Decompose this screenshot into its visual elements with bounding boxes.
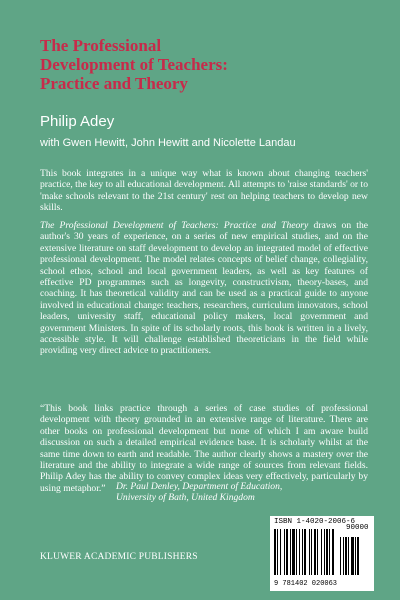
- barcode-icon: [274, 529, 370, 581]
- blurb-book-title: The Professional Development of Teachers: Practice and Theory: [40, 220, 309, 231]
- blurb-paragraph-2-text: draws on the author's 30 years of experience, on a series of new empirical studies, and on the extensive literature on staff development to develop an integrated model of effective professional development. The model relates concepts of belief change, collegiality, school ethos, school and local government leaders, as well as key features of effective PD programmes such as longevity, constructivism, theory-bases, and coaching. It has theoretical validity and can be used as a practical guide to anyone involved in educational change: teachers, researchers, curriculum innovators, school leaders, university staff, educational policy makers, local government and government Ministers. In spite of its scholarly roots, this book is written in a lively, accessible style. It will challenge established theoreticians in the field while providing very direct advice to practitioners.: [40, 220, 369, 357]
- publisher-name: KLUWER ACADEMIC PUBLISHERS: [40, 552, 198, 562]
- barcode-number: 9 781402 020063: [274, 580, 338, 588]
- book-title: The Professional Development of Teachers: Practice and Theory: [40, 36, 228, 93]
- quote-attribution-place: University of Bath, United Kingdom: [116, 492, 255, 504]
- isbn-price-code: 90000: [346, 524, 369, 532]
- barcode-block: [270, 516, 374, 591]
- review-quote: “This book links practice through a series of case studies of professional development with theory grounded in an extensive range of literature. There are other books on professional development but none of which I am aware build discussion on such a detailed empirical evidence base. It is scholarly whilst at the same time down to earth and readable. The author clearly shows a mastery over the literature and the ability to integrate a wide range of sources from relevant fields. Philip Adey has the ability to convey complex ideas very effectively, particularly by using metaphor.”: [40, 403, 368, 494]
- coauthors: with Gwen Hewitt, John Hewitt and Nicolette Landau: [40, 137, 296, 149]
- quote-attribution: [116, 481, 366, 504]
- blurb-paragraph-1: This book integrates in a unique way what is known about changing teachers' practice, the key to all educational development. All attempts to 'raise standards' or to 'make schools relevant to the 21st century' rest on helping teachers to develop new skills.: [40, 168, 368, 214]
- isbn-number: ISBN 1-4020-2006-6: [274, 518, 356, 526]
- isbn-text: [274, 518, 369, 532]
- blurb-paragraph-2: [40, 220, 368, 357]
- quote-attribution-name: Dr. Paul Denley, Department of Education,: [116, 481, 283, 492]
- author-name: Philip Adey: [40, 113, 115, 130]
